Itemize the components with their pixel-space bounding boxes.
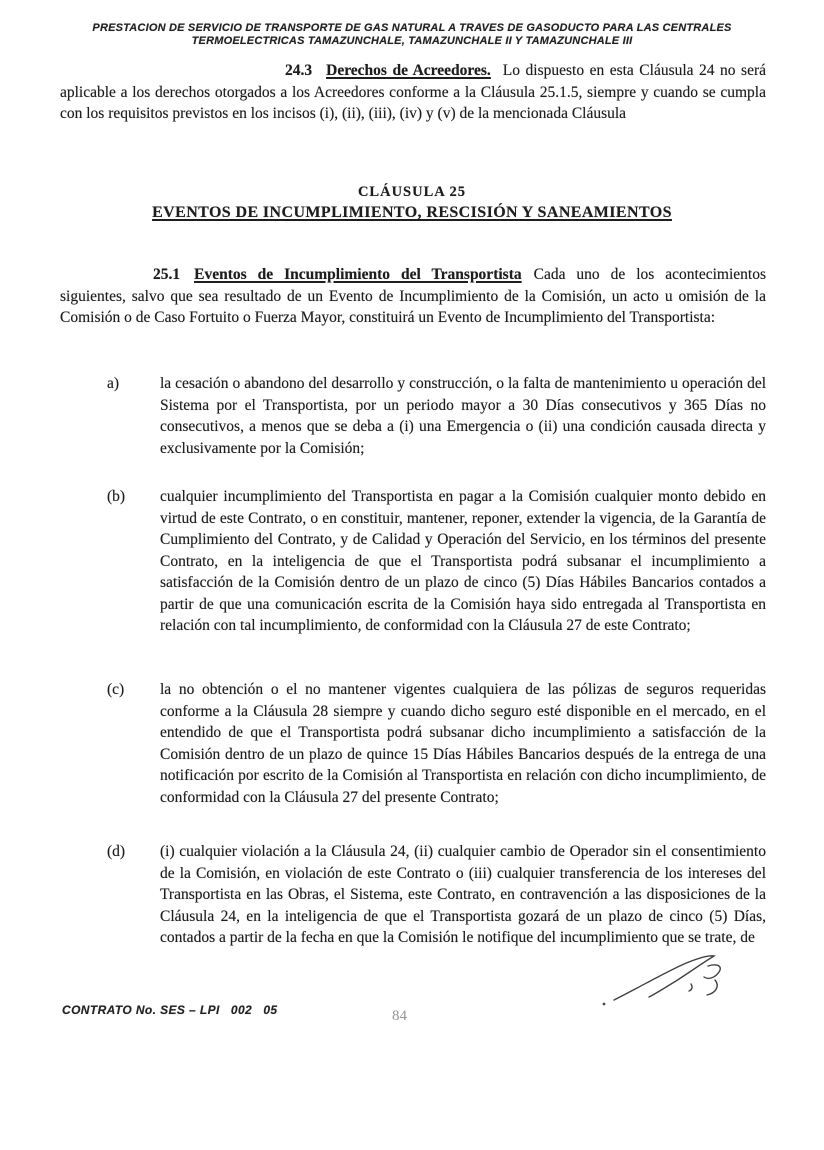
list-item-d: [60, 841, 766, 949]
section-25-1-body: Cada uno de los acontecimientos siguientes, salvo que sea resultado de un Evento de Incumplimiento de la Comisión, un acto u omisión de la Comisión o de Caso Fortuito o Fuerza Mayor, constituirá un Evento de Incumplimiento del Transportista:: [60, 266, 766, 326]
section-24-3: [60, 60, 766, 125]
clause-25-heading: [0, 184, 824, 222]
list-item-a: [60, 373, 766, 459]
clause-25-title: CLÁUSULA 25: [357, 184, 467, 200]
list-item-d-text: (i) cualquier violación a la Cláusula 24, (ii) cualquier cambio de Operador sin el consentimiento de la Comisión, en violación de este Contrato o (iii) cualquier transferencia de los intereses del Transportista en las Obras, el Sistema, este Contrato, en contravención a las disposiciones de la Cláusula 24, en la inteligencia de que el Transportista gozará de un plazo de cinco (5) Días, contados a partir de la fecha en que la Comisión le notifique del incumplimiento que se trate, de: [160, 843, 766, 946]
list-item-a-text: la cesación o abandono del desarrollo y construcción, o la falta de mantenimiento u operación del Sistema por el Transportista, por un periodo mayor a 30 Días consecutivos y 365 Días no consecutivos, a menos que se deba a (i) una Emergencia o (ii) una condición causada directa y exclusivamente por la Comisión;: [160, 375, 766, 457]
list-item-a-marker: a): [107, 375, 120, 392]
header-line-2: TERMOELECTRICAS TAMAZUNCHALE, TAMAZUNCHALE II Y TAMAZUNCHALE III: [191, 35, 633, 47]
list-item-b: [60, 486, 766, 637]
section-25-1-heading: Eventos de Incumplimiento del Transportista: [194, 266, 522, 283]
list-item-c: [60, 679, 766, 808]
header-line-1: PRESTACION DE SERVICIO DE TRANSPORTE DE GAS NATURAL A TRAVES DE GASODUCTO PARA LAS CENTRALES: [92, 22, 732, 34]
section-24-3-body: Lo dispuesto en esta Cláusula 24 no será aplicable a los derechos otorgados a los Acreedores conforme a la Cláusula 25.1.5, siempre y cuando se cumpla con los requisitos previstos en los incisos (i), (ii), (iii), (iv) y (v) de la mencionada Cláusula: [60, 62, 766, 122]
document-header: [57, 22, 767, 48]
list-item-b-text: cualquier incumplimiento del Transportista en pagar a la Comisión cualquier monto debido en virtud de este Contrato, o en constituir, mantener, reponer, extender la vigencia, de la Garantía de Cumplimiento del Contrato, y de Calidad y Operación del Servicio, en los términos del presente Contrato, en la inteligencia de que el Transportista podrá subsanar el incumplimiento a satisfacción de la Comisión dentro de un plazo de cinco (5) Días Hábiles Bancarios contados a partir de que una comunicación escrita de la Comisión haya sido entregada al Transportista en relación con tal incumplimiento, de conformidad con la Cláusula 27 de este Contrato;: [160, 488, 766, 634]
clause-25-subtitle: EVENTOS DE INCUMPLIMIENTO, RESCISIÓN Y SANEAMIENTOS: [152, 204, 672, 221]
list-item-d-marker: (d): [107, 843, 126, 860]
signature-initials-icon: [596, 950, 756, 1012]
section-25-1-number: 25.1: [153, 266, 181, 283]
section-25-1: [60, 264, 766, 329]
list-item-c-marker: (c): [107, 681, 125, 698]
list-item-c-text: la no obtención o el no mantener vigentes cualquiera de las pólizas de seguros requeridas conforme a la Cláusula 28 siempre y cuando dicho seguro esté disponible en el mercado, en el entendido de que el Transportista podrá subsanar dicho incumplimiento a satisfacción de la Comisión dentro de un plazo de quince 15 Días Hábiles Bancarios después de la entrega de una notificación por escrito de la Comisión al Transportista en relación con dicho incumplimiento, de conformidad con la Cláusula 27 del presente Contrato;: [160, 681, 766, 806]
footer-contract-number: CONTRATO No. SES – LPI 002 05: [62, 1003, 278, 1017]
page-number: 84: [392, 1008, 407, 1024]
section-24-3-heading: Derechos de Acreedores.: [326, 62, 491, 79]
stray-ink-dot: [603, 1003, 606, 1006]
list-item-b-marker: (b): [107, 488, 126, 505]
section-24-3-number: 24.3: [285, 62, 313, 79]
clause-25-subtitle-row: [0, 202, 824, 222]
